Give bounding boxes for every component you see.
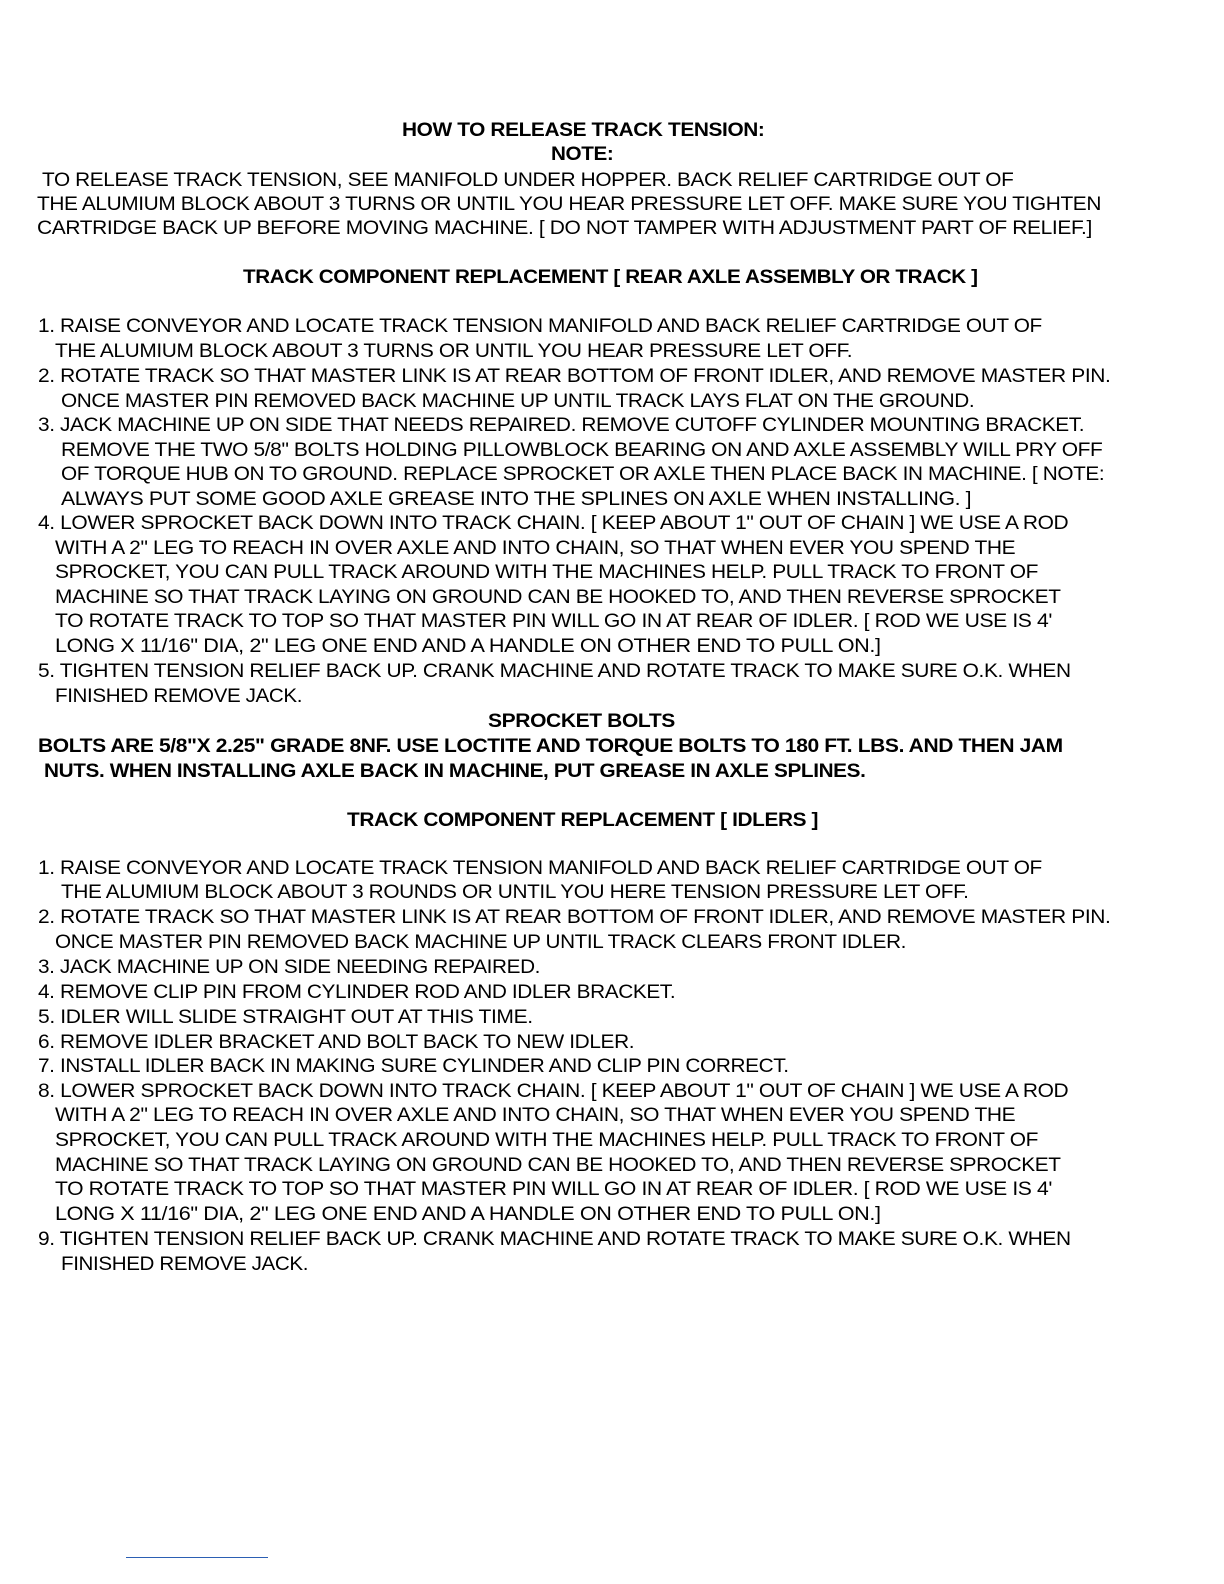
idlers-line: FINISHED REMOVE JACK. xyxy=(61,1254,309,1275)
rear-axle-line: FINISHED REMOVE JACK. xyxy=(55,686,303,707)
idlers-line: 6. REMOVE IDLER BRACKET AND BOLT BACK TO NEW IDLER. xyxy=(38,1032,635,1053)
note-label: NOTE: xyxy=(551,144,614,165)
footer-rule xyxy=(126,1557,268,1558)
idlers-line: 4. REMOVE CLIP PIN FROM CYLINDER ROD AND IDLER BRACKET. xyxy=(38,982,676,1003)
rear-axle-line: REMOVE THE TWO 5/8" BOLTS HOLDING PILLOWBLOCK BEARING ON AND AXLE ASSEMBLY WILL PRY OFF xyxy=(61,440,1103,461)
rear-axle-line: LONG X 11/16" DIA, 2" LEG ONE END AND A HANDLE ON OTHER END TO PULL ON.] xyxy=(55,636,881,657)
rear-axle-line: WITH A 2" LEG TO REACH IN OVER AXLE AND INTO CHAIN, SO THAT WHEN EVER YOU SPEND THE xyxy=(55,538,1016,559)
idlers-line: 1. RAISE CONVEYOR AND LOCATE TRACK TENSION MANIFOLD AND BACK RELIEF CARTRIDGE OUT OF xyxy=(38,858,1042,879)
rear-axle-line: 2. ROTATE TRACK SO THAT MASTER LINK IS AT REAR BOTTOM OF FRONT IDLER, AND REMOVE MASTER PIN. xyxy=(38,366,1111,387)
idlers-line: 9. TIGHTEN TENSION RELIEF BACK UP. CRANK MACHINE AND ROTATE TRACK TO MAKE SURE O.K. WHEN xyxy=(38,1229,1071,1250)
idlers-line: 8. LOWER SPROCKET BACK DOWN INTO TRACK CHAIN. [ KEEP ABOUT 1" OUT OF CHAIN ] WE USE A ROD xyxy=(38,1081,1069,1102)
rear-axle-line: SPROCKET, YOU CAN PULL TRACK AROUND WITH THE MACHINES HELP. PULL TRACK TO FRONT OF xyxy=(55,562,1038,583)
rear-axle-line: ALWAYS PUT SOME GOOD AXLE GREASE INTO THE SPLINES ON AXLE WHEN INSTALLING. ] xyxy=(61,489,972,510)
sprocket-bolts-line: NUTS. WHEN INSTALLING AXLE BACK IN MACHINE, PUT GREASE IN AXLE SPLINES. xyxy=(44,761,866,782)
release-line: TO RELEASE TRACK TENSION, SEE MANIFOLD UNDER HOPPER. BACK RELIEF CARTRIDGE OUT OF xyxy=(42,170,1014,191)
idlers-line: 5. IDLER WILL SLIDE STRAIGHT OUT AT THIS TIME. xyxy=(38,1007,533,1028)
rear-axle-line: TO ROTATE TRACK TO TOP SO THAT MASTER PIN WILL GO IN AT REAR OF IDLER. [ ROD WE USE IS 4' xyxy=(55,611,1052,632)
idlers-line: SPROCKET, YOU CAN PULL TRACK AROUND WITH THE MACHINES HELP. PULL TRACK TO FRONT OF xyxy=(55,1130,1038,1151)
rear-axle-line: 3. JACK MACHINE UP ON SIDE THAT NEEDS REPAIRED. REMOVE CUTOFF CYLINDER MOUNTING BRACKET. xyxy=(38,415,1085,436)
idlers-line: MACHINE SO THAT TRACK LAYING ON GROUND CAN BE HOOKED TO, AND THEN REVERSE SPROCKET xyxy=(55,1155,1061,1176)
rear-axle-line: OF TORQUE HUB ON TO GROUND. REPLACE SPROCKET OR AXLE THEN PLACE BACK IN MACHINE. [ NOTE: xyxy=(61,464,1105,485)
idlers-line: 3. JACK MACHINE UP ON SIDE NEEDING REPAIRED. xyxy=(38,957,541,978)
idlers-line: 7. INSTALL IDLER BACK IN MAKING SURE CYLINDER AND CLIP PIN CORRECT. xyxy=(38,1056,789,1077)
sprocket-bolts-heading: SPROCKET BOLTS xyxy=(488,711,675,732)
release-line: CARTRIDGE BACK UP BEFORE MOVING MACHINE. [ DO NOT TAMPER WITH ADJUSTMENT PART OF RELIEF.] xyxy=(37,218,1092,239)
idlers-line: ONCE MASTER PIN REMOVED BACK MACHINE UP UNTIL TRACK CLEARS FRONT IDLER. xyxy=(55,932,907,953)
rear-axle-heading: TRACK COMPONENT REPLACEMENT [ REAR AXLE ASSEMBLY OR TRACK ] xyxy=(243,267,978,288)
idlers-line: TO ROTATE TRACK TO TOP SO THAT MASTER PIN WILL GO IN AT REAR OF IDLER. [ ROD WE USE IS 4' xyxy=(55,1179,1052,1200)
sprocket-bolts-line: BOLTS ARE 5/8"X 2.25" GRADE 8NF. USE LOCTITE AND TORQUE BOLTS TO 180 FT. LBS. AND THEN JAM xyxy=(38,736,1063,757)
idlers-heading: TRACK COMPONENT REPLACEMENT [ IDLERS ] xyxy=(347,810,819,831)
rear-axle-line: 4. LOWER SPROCKET BACK DOWN INTO TRACK CHAIN. [ KEEP ABOUT 1" OUT OF CHAIN ] WE USE A ROD xyxy=(38,513,1069,534)
rear-axle-line: 5. TIGHTEN TENSION RELIEF BACK UP. CRANK MACHINE AND ROTATE TRACK TO MAKE SURE O.K. WHEN xyxy=(38,661,1071,682)
rear-axle-line: 1. RAISE CONVEYOR AND LOCATE TRACK TENSION MANIFOLD AND BACK RELIEF CARTRIDGE OUT OF xyxy=(38,316,1042,337)
rear-axle-line: MACHINE SO THAT TRACK LAYING ON GROUND CAN BE HOOKED TO, AND THEN REVERSE SPROCKET xyxy=(55,587,1061,608)
idlers-line: THE ALUMIUM BLOCK ABOUT 3 ROUNDS OR UNTIL YOU HERE TENSION PRESSURE LET OFF. xyxy=(61,882,969,903)
rear-axle-line: ONCE MASTER PIN REMOVED BACK MACHINE UP UNTIL TRACK LAYS FLAT ON THE GROUND. xyxy=(61,391,975,412)
release-line: THE ALUMIUM BLOCK ABOUT 3 TURNS OR UNTIL YOU HEAR PRESSURE LET OFF. MAKE SURE YOU TIGHTEN xyxy=(37,194,1102,215)
idlers-line: WITH A 2" LEG TO REACH IN OVER AXLE AND INTO CHAIN, SO THAT WHEN EVER YOU SPEND THE xyxy=(55,1105,1016,1126)
rear-axle-line: THE ALUMIUM BLOCK ABOUT 3 TURNS OR UNTIL YOU HEAR PRESSURE LET OFF. xyxy=(55,341,853,362)
release-heading: HOW TO RELEASE TRACK TENSION: xyxy=(402,120,765,141)
idlers-line: LONG X 11/16" DIA, 2" LEG ONE END AND A HANDLE ON OTHER END TO PULL ON.] xyxy=(55,1204,881,1225)
idlers-line: 2. ROTATE TRACK SO THAT MASTER LINK IS AT REAR BOTTOM OF FRONT IDLER, AND REMOVE MASTER PIN. xyxy=(38,907,1111,928)
